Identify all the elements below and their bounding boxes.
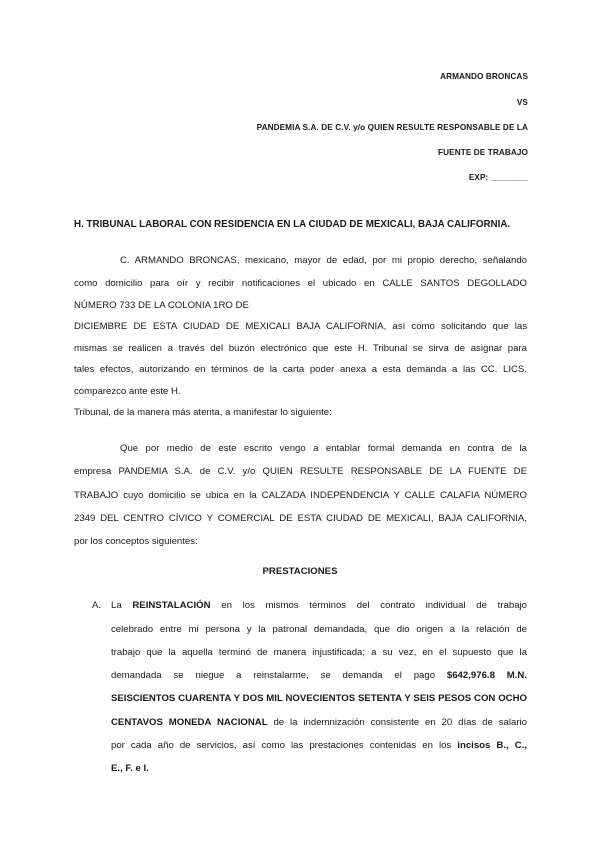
item-a-marker: A.: [92, 600, 102, 611]
section-title: PRESTACIONES: [262, 566, 338, 577]
item-a-line-4: demandada se niegue a reinstalarme, se demanda el pago $642,976.8 M.N.: [111, 670, 527, 681]
header-exp: EXP: ________: [468, 173, 528, 182]
amount-bold: $642,976.8 M.N.: [446, 670, 527, 681]
claim-line-1: Que por medio de este escrito vengo a entablar formal demanda en contra de la: [120, 443, 527, 454]
item-a-line-7: por cada año de servicios, así como las prestaciones contenidas en los incisos B., C.,: [111, 740, 527, 751]
item-a-line-3: trabajo que la aquella terminó de manera injustificada; a su vez, en el supuesto que la: [111, 647, 527, 658]
item-a-line-2: celebrado entre mi persona y la patronal demandada, que dio origen a la relación de: [111, 624, 527, 635]
reinstalacion-bold: REINSTALACIÓN: [132, 600, 211, 611]
intro-line-1: C. ARMANDO BRONCAS, mexicano, mayor de edad, por mi propio derecho, señalando: [120, 255, 527, 266]
intro-line-5: mismas se realicen a través del buzón electrónico que este H. Tribunal se sirva de asignar para: [74, 343, 527, 354]
item-a-line-5: SEISCIENTOS CUARENTA Y DOS MIL NOVECIENTOS SETENTA Y SEIS PESOS CON OCHO: [111, 693, 527, 704]
header-vs: VS: [516, 98, 528, 107]
header-party1: ARMANDO BRONCAS: [440, 72, 528, 81]
intro-line-6: tales efectos, autorizando en términos de la carta poder anexa a esta demanda a las CC. LICS.: [74, 364, 527, 375]
item-a-line-1: La REINSTALACIÓN en los mismos términos del contrato individual de trabajo: [111, 600, 528, 611]
intro-line-2: como domicilio para oír y recibir notificaciones el ubicado en CALLE SANTOS DEGOLLADO: [74, 278, 527, 289]
intro-line-4: DICIEMBRE DE ESTA CIUDAD DE MEXICALI BAJA CALIFORNIA, así como solicitando que las: [74, 321, 527, 332]
item-a-line-6: CENTAVOS MONEDA NACIONAL de la indemnización consistente en 20 días de salario: [111, 717, 527, 728]
header-party2-line2: FUENTE DE TRABAJO: [438, 148, 528, 157]
incisos-bold: incisos B., C.,: [457, 740, 527, 751]
item-a-line-8: E., F. e I.: [111, 763, 149, 774]
claim-line-4: 2349 DEL CENTRO CÍVICO Y COMERCIAL DE ESTA CIUDAD DE MEXICALI, BAJA CALIFORNIA,: [74, 513, 527, 524]
claim-line-5: por los conceptos siguientes:: [74, 536, 198, 547]
claim-line-3: TRABAJO cuyo domicilio se ubica en la CALZADA INDEPENDENCIA Y CALLE CALAFIA NÚMERO: [74, 490, 527, 501]
header-party2-line1: PANDEMIA S.A. DE C.V. y/o QUIEN RESULTE RESPONSABLE DE LA: [256, 123, 528, 132]
claim-line-2: empresa PANDEMIA S.A. de C.V. y/o QUIEN RESULTE RESPONSABLE DE LA FUENTE DE: [74, 466, 527, 477]
intro-line-3: NÚMERO 733 DE LA COLONIA 1RO DE: [74, 300, 249, 311]
intro-line-8: Tribunal, de la manera más atenta, a manifestar lo siguiente:: [74, 407, 332, 418]
court-title: H. TRIBUNAL LABORAL CON RESIDENCIA EN LA CIUDAD DE MEXICALI, BAJA CALIFORNIA.: [74, 219, 511, 230]
intro-line-7: comparezco ante este H.: [74, 386, 181, 397]
